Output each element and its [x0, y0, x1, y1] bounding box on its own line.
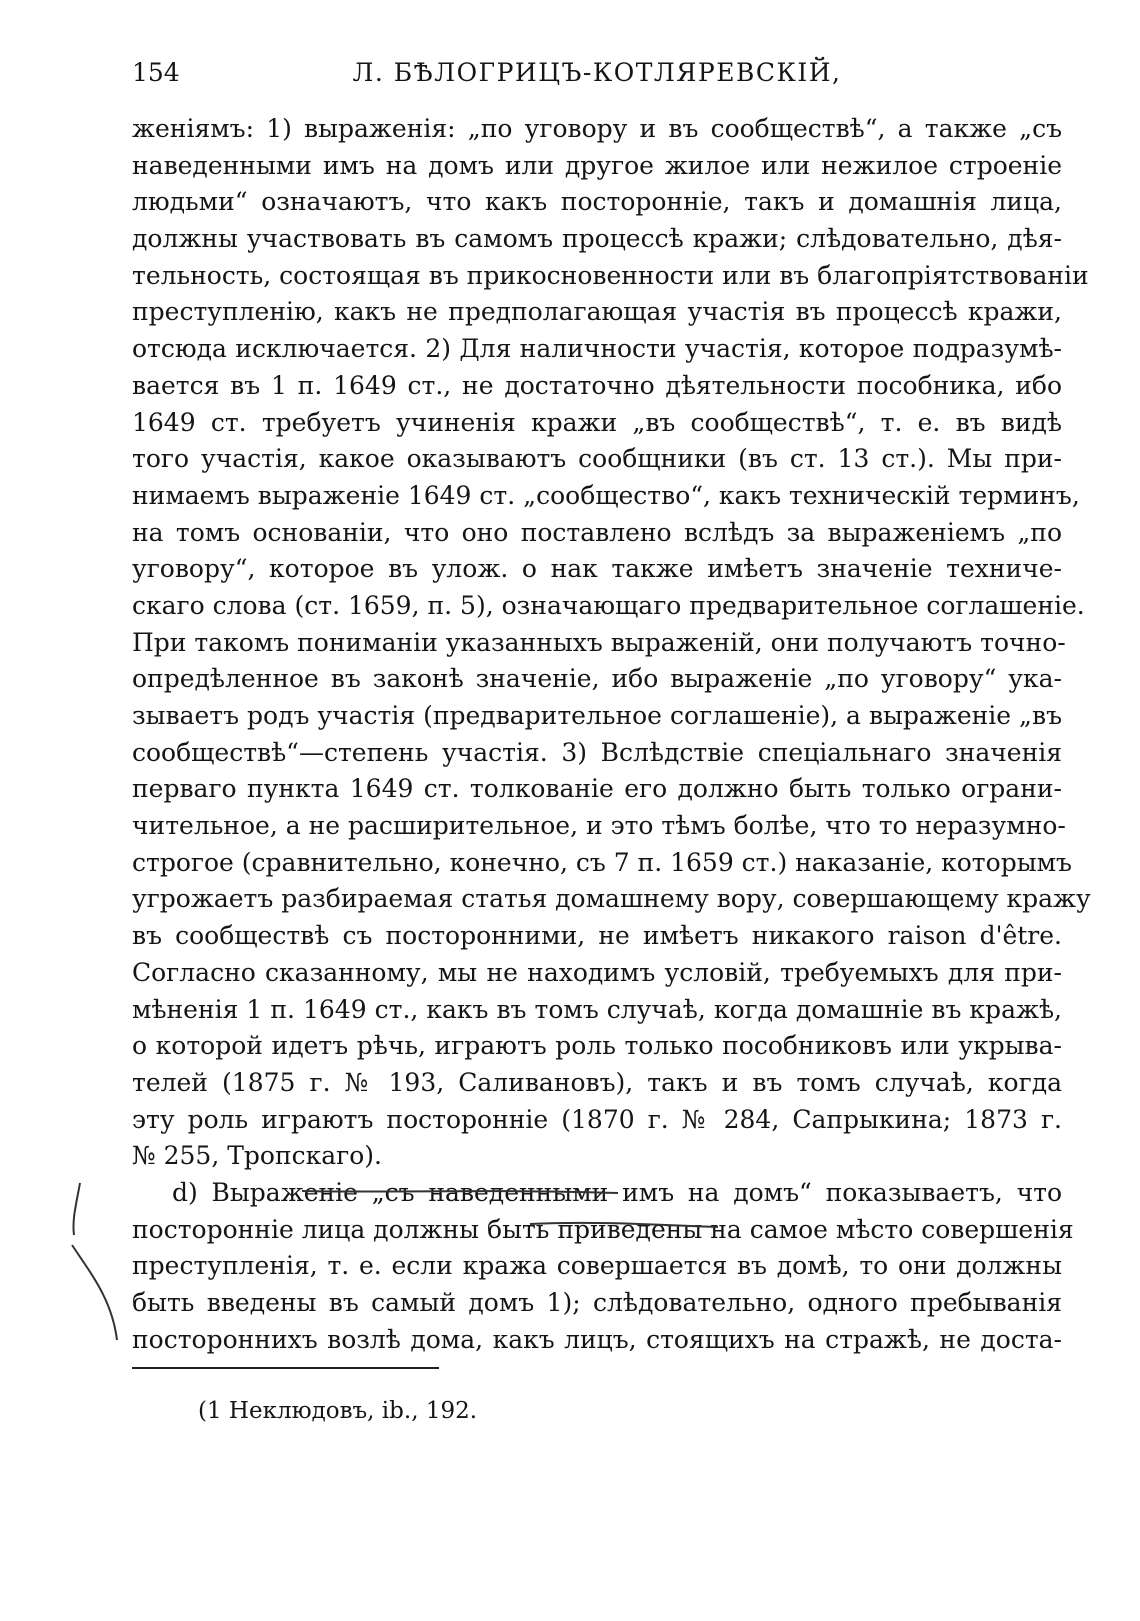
text-line: зываетъ родъ участія (предварительное соглашеніе), а выраженіе „въ	[132, 701, 1062, 730]
text-line: мѣненія 1 п. 1649 ст., какъ въ томъ случаѣ, когда домашніе въ кражѣ,	[132, 994, 1062, 1024]
text-line: При такомъ пониманіи указанныхъ выраженій, они получаютъ точно-	[132, 627, 1066, 657]
footnote: (1 Неклюдовъ, ib., 192.	[198, 1398, 478, 1424]
text-line: женіямъ: 1) выраженія: „по уговору и въ сообществѣ“, а также „съ	[132, 114, 1062, 143]
text-line: должны участвовать въ самомъ процессѣ кражи; слѣдовательно, дѣя-	[132, 224, 1062, 254]
text-line: строгое (сравнительно, конечно, съ 7 п. 1659 ст.) наказаніе, которымъ	[132, 847, 1072, 877]
text-line: d) Выраженіе „съ наведенными имъ на домъ“ показываетъ, что	[172, 1177, 1062, 1207]
text-line: 1649 ст. требуетъ учиненія кражи „въ сообществѣ“, т. е. въ видѣ	[132, 407, 1062, 437]
text-line: уговору“, которое въ улож. о нак также имѣетъ значеніе техниче-	[132, 554, 1062, 584]
body-text	[132, 111, 1091, 1358]
text-line: на томъ основаніи, что оно поставлено вслѣдъ за выраженіемъ „по	[132, 517, 1062, 547]
text-line: телей (1875 г. № 193, Саливановъ), такъ и въ томъ случаѣ, когда	[132, 1067, 1062, 1097]
footnote-divider	[132, 1367, 439, 1369]
text-line: опредѣленное въ законѣ значеніе, ибо выраженіе „по уговору“ ука-	[132, 664, 1062, 694]
text-line: эту роль играютъ посторонніе (1870 г. № 284, Сапрыкина; 1873 г.	[132, 1104, 1062, 1134]
text-line: въ сообществѣ съ посторонними, не имѣетъ никакого raison d'être.	[132, 921, 1062, 951]
text-line: чительное, а не расширительное, и это тѣмъ болѣе, что то неразумно-	[132, 811, 1066, 841]
text-line: отсюда исключается. 2) Для наличности участія, которое подразумѣ-	[132, 334, 1062, 364]
text-line: № 255, Тропскаго).	[132, 1141, 382, 1171]
text-line: скаго слова (ст. 1659, п. 5), означающаго предварительное соглашеніе.	[132, 590, 1085, 620]
running-head: Л. БѢЛОГРИЦЪ-КОТЛЯРЕВСКІЙ,	[352, 58, 842, 87]
page-number: 154	[132, 58, 180, 87]
text-line: постороннихъ возлѣ дома, какъ лицъ, стоящихъ на стражѣ, не доста-	[132, 1324, 1062, 1354]
text-line: преступленію, какъ не предполагающая участія въ процессѣ кражи,	[132, 297, 1062, 327]
text-line: угрожаетъ разбираемая статья домашнему вору, совершающему кражу	[132, 884, 1091, 914]
text-line: наведенными имъ на домъ или другое жилое или нежилое строеніе	[132, 150, 1062, 180]
text-line: преступленія, т. е. если кража совершается въ домѣ, то они должны	[132, 1251, 1062, 1281]
text-line: вается въ 1 п. 1649 ст., не достаточно дѣятельности пособника, ибо	[132, 370, 1062, 400]
text-line: тельность, состоящая въ прикосновенности или въ благопріятствованіи	[132, 260, 1089, 290]
text-line: Согласно сказанному, мы не находимъ условій, требуемыхъ для при-	[132, 957, 1062, 987]
pencil-marginal-mark	[62, 1175, 132, 1345]
page-header	[132, 58, 1062, 98]
text-line: быть введены въ самый домъ 1); слѣдовательно, одного пребыванія	[132, 1288, 1062, 1317]
text-line: людьми“ означаютъ, что какъ посторонніе, такъ и домашнія лица,	[132, 187, 1062, 217]
text-line: перваго пункта 1649 ст. толкованіе его должно быть только ограни-	[132, 774, 1062, 804]
text-line: посторонніе лица должны быть приведены на самое мѣсто совершенія	[132, 1214, 1074, 1244]
text-line: о которой идетъ рѣчь, играютъ роль только пособниковъ или укрыва-	[132, 1031, 1062, 1061]
text-line: сообществѣ“—степень участія. 3) Вслѣдствіе спеціальнаго значенія	[132, 737, 1062, 767]
text-line: нимаемъ выраженіе 1649 ст. „сообщество“, какъ техническій терминъ,	[132, 480, 1080, 510]
pencil-underline	[300, 1183, 720, 1233]
text-line: того участія, какое оказываютъ сообщники (въ ст. 13 ст.). Мы при-	[132, 444, 1062, 474]
